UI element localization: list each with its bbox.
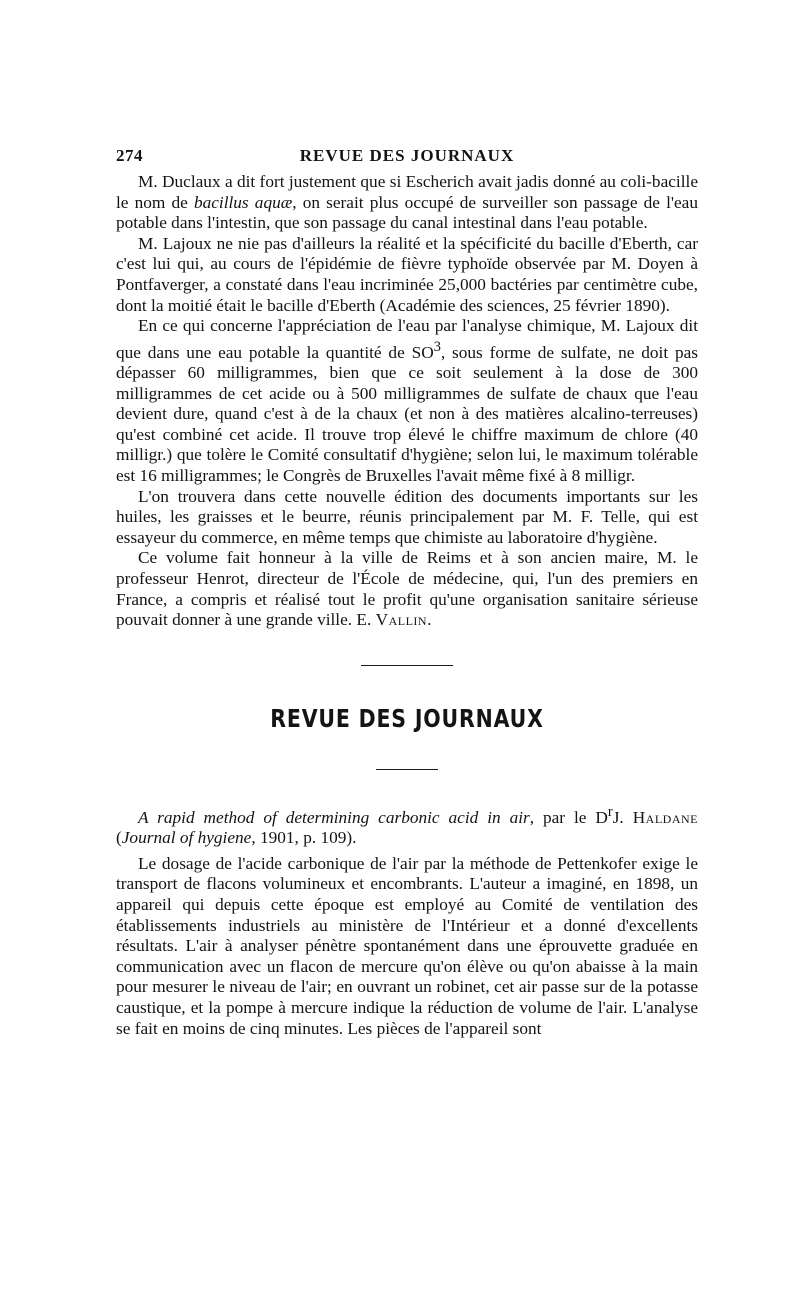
paragraph-nouvelle-edition: L'on trouvera dans cette nouvelle édition des documents importants sur les huiles, les graisses et le beurre, réunis principalement par M. F. Telle, qui est essayeur du commerce, en même temps que chimiste au laboratoire d'hygiène. xyxy=(116,486,698,547)
italic-term: bacillus aquæ xyxy=(193,192,293,212)
paragraph-duclaux: M. Duclaux a dit fort justement que si Escherich avait jadis donné au coli-bacille le nom de bacillus aquæ, on serait plus occupé de surveiller son passage de l'eau potable dans l'intestin, que son passage du canal intestinal dans l'eau potable. xyxy=(116,172,698,233)
running-head xyxy=(116,146,698,172)
article-heading: A rapid method of determining carbonic acid in air, par le $D^rJ$. Haldane (Journal of hygiene, 1901, p. 109). xyxy=(116,803,698,848)
section-title: REVUE DES JOURNAUX xyxy=(270,703,544,733)
divider-bottom xyxy=(376,769,438,770)
journal-name: Journal of hygiene xyxy=(121,828,252,848)
article-title: A rapid method of determining carbonic acid in air xyxy=(138,807,530,827)
paragraph-lajoux-eberth: M. Lajoux ne nie pas d'ailleurs la réalité et la spécificité du bacille d'Eberth, car c'est lui qui, au cours de l'épidémie de fièvre typhoïde observée par M. Doyen à Pontfaverger, a constaté dans l'eau incriminée 25,000 bactéries par centimètre cube, dont la moitié était le bacille d'Eberth (Académie des sciences, 25 février 1890). xyxy=(116,233,698,315)
article-body: Le dosage de l'acide carbonique de l'air par la méthode de Pettenkofer exige le transport de flacons volumineux et encombrants. L'auteur a imaginé, en 1898, un appareil qui depuis cette époque est employé au Comité de ventilation des établissements industriels au ministère de l'Intérieur et a donné d'excellents résultats. L'air à analyser pénètre spontanément dans une éprouvette graduée en communication avec un flacon de mercure qu'on élève ou qu'on abaisse à la main pour mesurer le niveau de l'air; en ouvrant un robinet, cet air passe sur de la potasse caustique, et la pompe à mercure indique la réduction de volume de l'air. L'analyse se fait en moins de cinq minutes. Les pièces de l'appareil sont xyxy=(116,853,698,1038)
superscript: 3 xyxy=(433,338,441,355)
paragraph-reims: Ce volume fait honneur à la ville de Reims et à son ancien maire, M. le professeur Henrot, directeur de l'École de médecine, qui, l'un des premiers en France, a compris et réalisé tout le profit qu'une organisation sanitaire sérieuse pouvait donner à une grande ville. E. Vallin. xyxy=(116,548,698,630)
divider-top xyxy=(361,665,453,666)
paragraph-analyse-chimique: En ce qui concerne l'appréciation de l'eau par l'analyse chimique, M. Lajoux dit que dans une eau potable la quantité de $SO^3$, sous forme de sulfate, ne doit pas dépasser 60 milligrammes, bien que ce soit seulement à la dose de 300 milligrammes de cet acide ou à 500 milligrammes de sulfate de chaux que l'eau devient dure, quand c'est à de la chaux (et non à des matières alcalino-terreuses) qu'est combiné cet acide. Il trouve trop élevé le chiffre maximum de chlore (40 milligr.) que tolère le Comité consultatif d'hygiène; selon lui, le maximum tolérable est 16 milligrammes; le Congrès de Bruxelles l'avait même fixé à 8 milligr. xyxy=(116,316,699,486)
page-number: 274 xyxy=(116,146,143,165)
article-author: Haldane xyxy=(632,807,698,827)
signature: Vallin. xyxy=(375,610,432,630)
document-page xyxy=(116,146,698,1039)
running-title: REVUE DES JOURNAUX xyxy=(299,146,515,165)
